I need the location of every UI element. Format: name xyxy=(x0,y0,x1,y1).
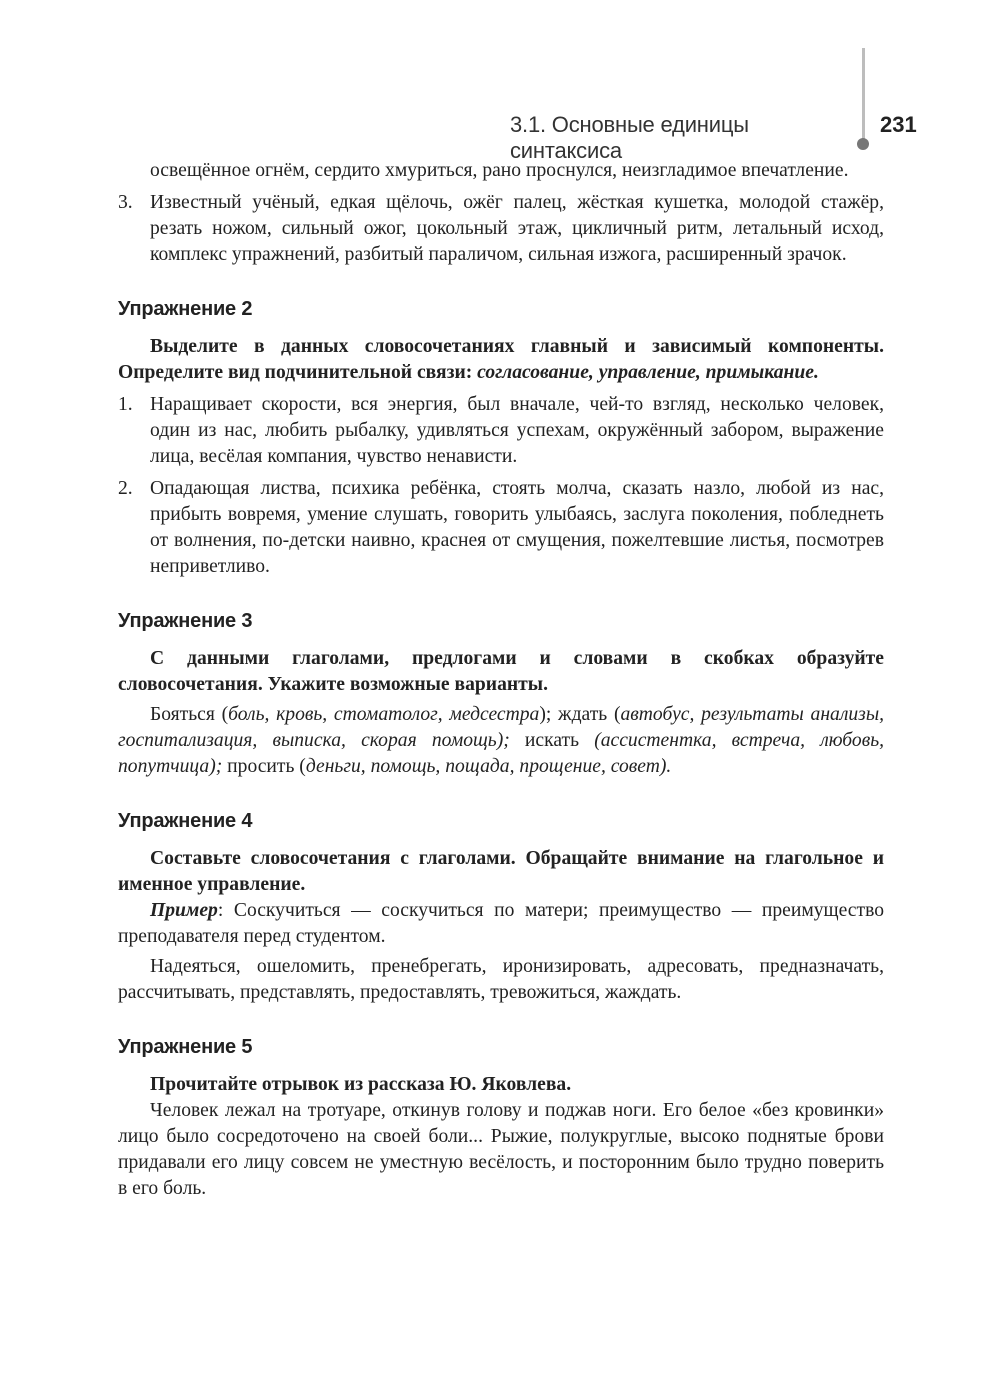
exercise-2-task xyxy=(118,334,884,386)
options-text: (ассистентка, встреча, любовь, попутчица); xyxy=(118,730,885,777)
exercise-5-title: Упражнение 5 xyxy=(118,1036,253,1058)
exercise-4-words: Надеяться, ошеломить, пренебрегать, иронизировать, адресовать, предназначать, рассчитывать, представлять, предоставлять, тревожиться, жаждать. xyxy=(118,956,884,1003)
list-text: Известный учёный, едкая щёлочь, ожёг палец, жёсткая кушетка, молодой стажёр, резать ножом, сильный ожог, цокольный этаж, цикличный ритм, летальный исход, комплекс упражнений, разбитый параличом, сильная изжога, расширенный зрачок. xyxy=(150,192,884,265)
exercise-4-task: Составьте словосочетания с глаголами. Обращайте внимание на глагольное и именное управление. xyxy=(118,848,884,895)
exercise-5-task: Прочитайте отрывок из рассказа Ю. Яковлева. xyxy=(150,1074,572,1095)
exercise-5-text: Человек лежал на тротуаре, откинув голову и поджав ноги. Его белое «без кровинки» лицо было сосредоточено на своей боли... Рыжие, полукруглые, высоко поднятые брови придавали его лицу совсем не уместную весёлость, и посторонним было трудно поверить в его боль. xyxy=(118,1100,884,1199)
options-text: боль, кровь, стоматолог, медсестра xyxy=(228,704,540,725)
list-number: 1. xyxy=(118,394,133,415)
list-item xyxy=(118,190,884,268)
exercise-3-title: Упражнение 3 xyxy=(118,610,253,632)
list-number: 3. xyxy=(118,192,133,213)
header-divider xyxy=(862,48,865,143)
example-label: Пример xyxy=(150,900,218,921)
exercise-3-words xyxy=(118,702,884,780)
list-continuation: освещённое огнём, сердито хмуриться, рано проснулся, неизгладимое впечатление. xyxy=(150,160,849,181)
list-item xyxy=(118,476,884,580)
example-text: : Соскучиться — соскучиться по матери; преимущество — преимущество преподавателя перед студентом. xyxy=(118,900,884,947)
list-text: Наращивает скорости, вся энергия, был вначале, чей-то взгляд, несколько человек, один из нас, любить рыбалку, удивляться успехам, окружённый забором, выражение лица, весёлая компания, чувство ненависти. xyxy=(150,394,884,467)
page-number: 231 xyxy=(880,112,917,137)
task-italic: согласование, управление, примыкание. xyxy=(477,362,819,383)
list-item xyxy=(118,392,884,470)
header-divider-dot xyxy=(857,138,869,150)
task-text: Выделите в данных словосочетаниях главный и зависимый компоненты. Определите вид подчинительной связи: xyxy=(118,336,884,383)
exercise-4-example xyxy=(118,898,884,950)
verb-text: искать xyxy=(509,730,595,751)
list-number: 2. xyxy=(118,478,133,499)
options-text: деньги, помощь, пощада, прощение, совет). xyxy=(305,756,672,777)
exercise-4-title: Упражнение 4 xyxy=(118,810,253,832)
verb-text: Бояться ( xyxy=(150,704,229,725)
exercise-2-title: Упражнение 2 xyxy=(118,298,253,320)
options-text: автобус, результаты анализы, госпитализация, выписка, скорая помощь); xyxy=(118,704,884,751)
verb-text: просить ( xyxy=(222,756,306,777)
page-body xyxy=(118,158,884,1202)
list-text: Опадающая листва, психика ребёнка, стоять молча, сказать назло, любой из нас, прибыть вовремя, умение слушать, говорить улыбаясь, заслуга поколения, побледнеть от волнения, по-детски наивно, краснея от смущения, пожелтевшие листья, посмотрев неприветливо. xyxy=(150,478,884,577)
verb-text: ); ждать ( xyxy=(539,704,621,725)
running-title: 3.1. Основные единицы синтаксиса xyxy=(510,112,749,163)
exercise-3-task: С данными глаголами, предлогами и словами в скобках образуйте словосочетания. Укажите возможные варианты. xyxy=(118,648,884,695)
